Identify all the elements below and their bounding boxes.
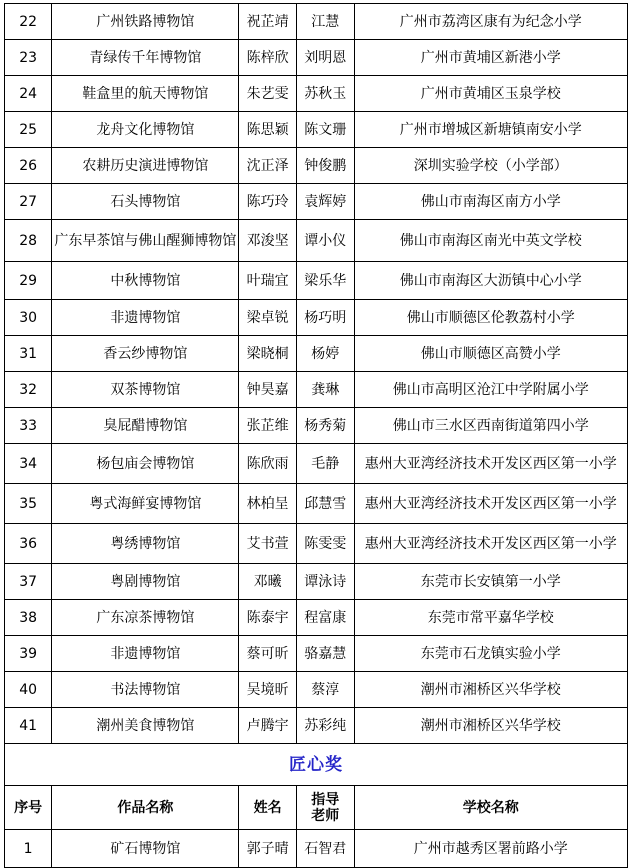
cell-work: 书法博物馆 xyxy=(52,672,239,708)
cell-no: 29 xyxy=(5,262,52,300)
cell-school: 广州市越秀区署前路小学 xyxy=(354,830,628,868)
table-row xyxy=(5,112,628,148)
cell-work: 臭屁醋博物馆 xyxy=(52,408,239,444)
cell-work: 石头博物馆 xyxy=(52,184,239,220)
cell-school: 佛山市南海区大沥镇中心小学 xyxy=(354,262,628,300)
cell-name: 邓浚坚 xyxy=(239,220,297,262)
cell-teacher: 袁辉婷 xyxy=(296,184,354,220)
cell-teacher: 毛静 xyxy=(296,444,354,484)
cell-name: 沈正泽 xyxy=(239,148,297,184)
cell-name: 钟昊嘉 xyxy=(239,372,297,408)
cell-school: 广州市增城区新塘镇南安小学 xyxy=(354,112,628,148)
cell-name: 梁卓锐 xyxy=(239,300,297,336)
cell-work: 龙舟文化博物馆 xyxy=(52,112,239,148)
header-row xyxy=(5,786,628,830)
cell-no: 39 xyxy=(5,636,52,672)
cell-work: 非遗博物馆 xyxy=(52,300,239,336)
cell-teacher: 杨婷 xyxy=(296,336,354,372)
cell-name: 陈欣雨 xyxy=(239,444,297,484)
cell-work: 双茶博物馆 xyxy=(52,372,239,408)
cell-teacher: 程富康 xyxy=(296,600,354,636)
cell-name: 陈思颖 xyxy=(239,112,297,148)
cell-teacher: 谭小仪 xyxy=(296,220,354,262)
cell-teacher: 刘明恩 xyxy=(296,40,354,76)
table-row xyxy=(5,40,628,76)
cell-teacher: 江慧 xyxy=(296,4,354,40)
cell-name: 卢腾宇 xyxy=(239,708,297,744)
cell-no: 30 xyxy=(5,300,52,336)
cell-teacher: 梁乐华 xyxy=(296,262,354,300)
table-row xyxy=(5,830,628,868)
table-row xyxy=(5,524,628,564)
table-row xyxy=(5,636,628,672)
cell-no: 23 xyxy=(5,40,52,76)
table-row xyxy=(5,444,628,484)
cell-school: 潮州市湘桥区兴华学校 xyxy=(354,672,628,708)
cell-work: 粤绣博物馆 xyxy=(52,524,239,564)
cell-school: 广州市荔湾区康有为纪念小学 xyxy=(354,4,628,40)
table-row xyxy=(5,336,628,372)
cell-work: 香云纱博物馆 xyxy=(52,336,239,372)
cell-work: 潮州美食博物馆 xyxy=(52,708,239,744)
cell-school: 深圳实验学校（小学部） xyxy=(354,148,628,184)
cell-teacher: 石智君 xyxy=(296,830,354,868)
cell-school: 东莞市常平嘉华学校 xyxy=(354,600,628,636)
header-name: 姓名 xyxy=(239,786,297,830)
cell-school: 惠州大亚湾经济技术开发区西区第一小学 xyxy=(354,444,628,484)
cell-school: 广州市黄埔区玉泉学校 xyxy=(354,76,628,112)
cell-name: 林柏呈 xyxy=(239,484,297,524)
header-no: 序号 xyxy=(5,786,52,830)
cell-name: 朱艺雯 xyxy=(239,76,297,112)
cell-school: 东莞市长安镇第一小学 xyxy=(354,564,628,600)
cell-school: 潮州市湘桥区兴华学校 xyxy=(354,708,628,744)
cell-name: 郭子晴 xyxy=(239,830,297,868)
cell-no: 31 xyxy=(5,336,52,372)
table-row xyxy=(5,148,628,184)
cell-no: 36 xyxy=(5,524,52,564)
table-row xyxy=(5,672,628,708)
cell-school: 惠州大亚湾经济技术开发区西区第一小学 xyxy=(354,484,628,524)
cell-teacher: 骆嘉慧 xyxy=(296,636,354,672)
table-row xyxy=(5,484,628,524)
table-row xyxy=(5,184,628,220)
cell-teacher: 邱慧雪 xyxy=(296,484,354,524)
cell-name: 张芷维 xyxy=(239,408,297,444)
table-row xyxy=(5,564,628,600)
award-title-row xyxy=(5,744,628,786)
cell-no: 33 xyxy=(5,408,52,444)
cell-school: 惠州大亚湾经济技术开发区西区第一小学 xyxy=(354,524,628,564)
table-row xyxy=(5,76,628,112)
cell-no: 28 xyxy=(5,220,52,262)
cell-teacher: 钟俊鹏 xyxy=(296,148,354,184)
cell-no: 26 xyxy=(5,148,52,184)
award-title: 匠心奖 xyxy=(5,744,628,786)
table-row xyxy=(5,708,628,744)
header-work: 作品名称 xyxy=(52,786,239,830)
cell-school: 佛山市南海区南光中英文学校 xyxy=(354,220,628,262)
award-list-table xyxy=(4,3,628,868)
cell-work: 广东凉茶博物馆 xyxy=(52,600,239,636)
table-row xyxy=(5,220,628,262)
award-rows-body xyxy=(5,830,628,868)
header-teacher: 指导老师 xyxy=(296,786,354,830)
cell-school: 佛山市高明区沧江中学附属小学 xyxy=(354,372,628,408)
cell-work: 粤剧博物馆 xyxy=(52,564,239,600)
cell-name: 吴境昕 xyxy=(239,672,297,708)
cell-name: 叶瑞宜 xyxy=(239,262,297,300)
cell-no: 1 xyxy=(5,830,52,868)
cell-teacher: 杨秀菊 xyxy=(296,408,354,444)
cell-work: 矿石博物馆 xyxy=(52,830,239,868)
cell-no: 22 xyxy=(5,4,52,40)
cell-no: 25 xyxy=(5,112,52,148)
cell-work: 中秋博物馆 xyxy=(52,262,239,300)
cell-school: 广州市黄埔区新港小学 xyxy=(354,40,628,76)
table-row xyxy=(5,372,628,408)
award-section xyxy=(5,744,628,830)
cell-teacher: 谭泳诗 xyxy=(296,564,354,600)
cell-work: 粤式海鲜宴博物馆 xyxy=(52,484,239,524)
cell-no: 40 xyxy=(5,672,52,708)
cell-work: 杨包庙会博物馆 xyxy=(52,444,239,484)
cell-teacher: 蔡淳 xyxy=(296,672,354,708)
cell-work: 广东早茶馆与佛山醒狮博物馆 xyxy=(52,220,239,262)
cell-school: 东莞市石龙镇实验小学 xyxy=(354,636,628,672)
table-row xyxy=(5,262,628,300)
cell-no: 32 xyxy=(5,372,52,408)
award-list-body xyxy=(5,4,628,744)
cell-work: 农耕历史演进博物馆 xyxy=(52,148,239,184)
cell-no: 38 xyxy=(5,600,52,636)
cell-teacher: 龚琳 xyxy=(296,372,354,408)
cell-school: 佛山市南海区南方小学 xyxy=(354,184,628,220)
cell-name: 祝芷靖 xyxy=(239,4,297,40)
cell-name: 蔡可昕 xyxy=(239,636,297,672)
cell-work: 青绿传千年博物馆 xyxy=(52,40,239,76)
table-row xyxy=(5,600,628,636)
cell-school: 佛山市顺德区伦教荔村小学 xyxy=(354,300,628,336)
cell-no: 35 xyxy=(5,484,52,524)
cell-name: 梁晓桐 xyxy=(239,336,297,372)
cell-teacher: 陈雯雯 xyxy=(296,524,354,564)
cell-school: 佛山市三水区西南街道第四小学 xyxy=(354,408,628,444)
cell-work: 非遗博物馆 xyxy=(52,636,239,672)
table-row xyxy=(5,4,628,40)
cell-school: 佛山市顺德区高赞小学 xyxy=(354,336,628,372)
cell-name: 艾书萱 xyxy=(239,524,297,564)
cell-name: 邓曦 xyxy=(239,564,297,600)
cell-name: 陈巧玲 xyxy=(239,184,297,220)
cell-teacher: 苏秋玉 xyxy=(296,76,354,112)
table-row xyxy=(5,300,628,336)
cell-work: 广州铁路博物馆 xyxy=(52,4,239,40)
cell-no: 24 xyxy=(5,76,52,112)
cell-name: 陈梓欣 xyxy=(239,40,297,76)
header-school: 学校名称 xyxy=(354,786,628,830)
table-row xyxy=(5,408,628,444)
cell-no: 27 xyxy=(5,184,52,220)
cell-no: 37 xyxy=(5,564,52,600)
cell-teacher: 陈文珊 xyxy=(296,112,354,148)
cell-no: 41 xyxy=(5,708,52,744)
cell-teacher: 杨巧明 xyxy=(296,300,354,336)
cell-name: 陈泰宇 xyxy=(239,600,297,636)
cell-no: 34 xyxy=(5,444,52,484)
cell-teacher: 苏彩纯 xyxy=(296,708,354,744)
cell-work: 鞋盒里的航天博物馆 xyxy=(52,76,239,112)
